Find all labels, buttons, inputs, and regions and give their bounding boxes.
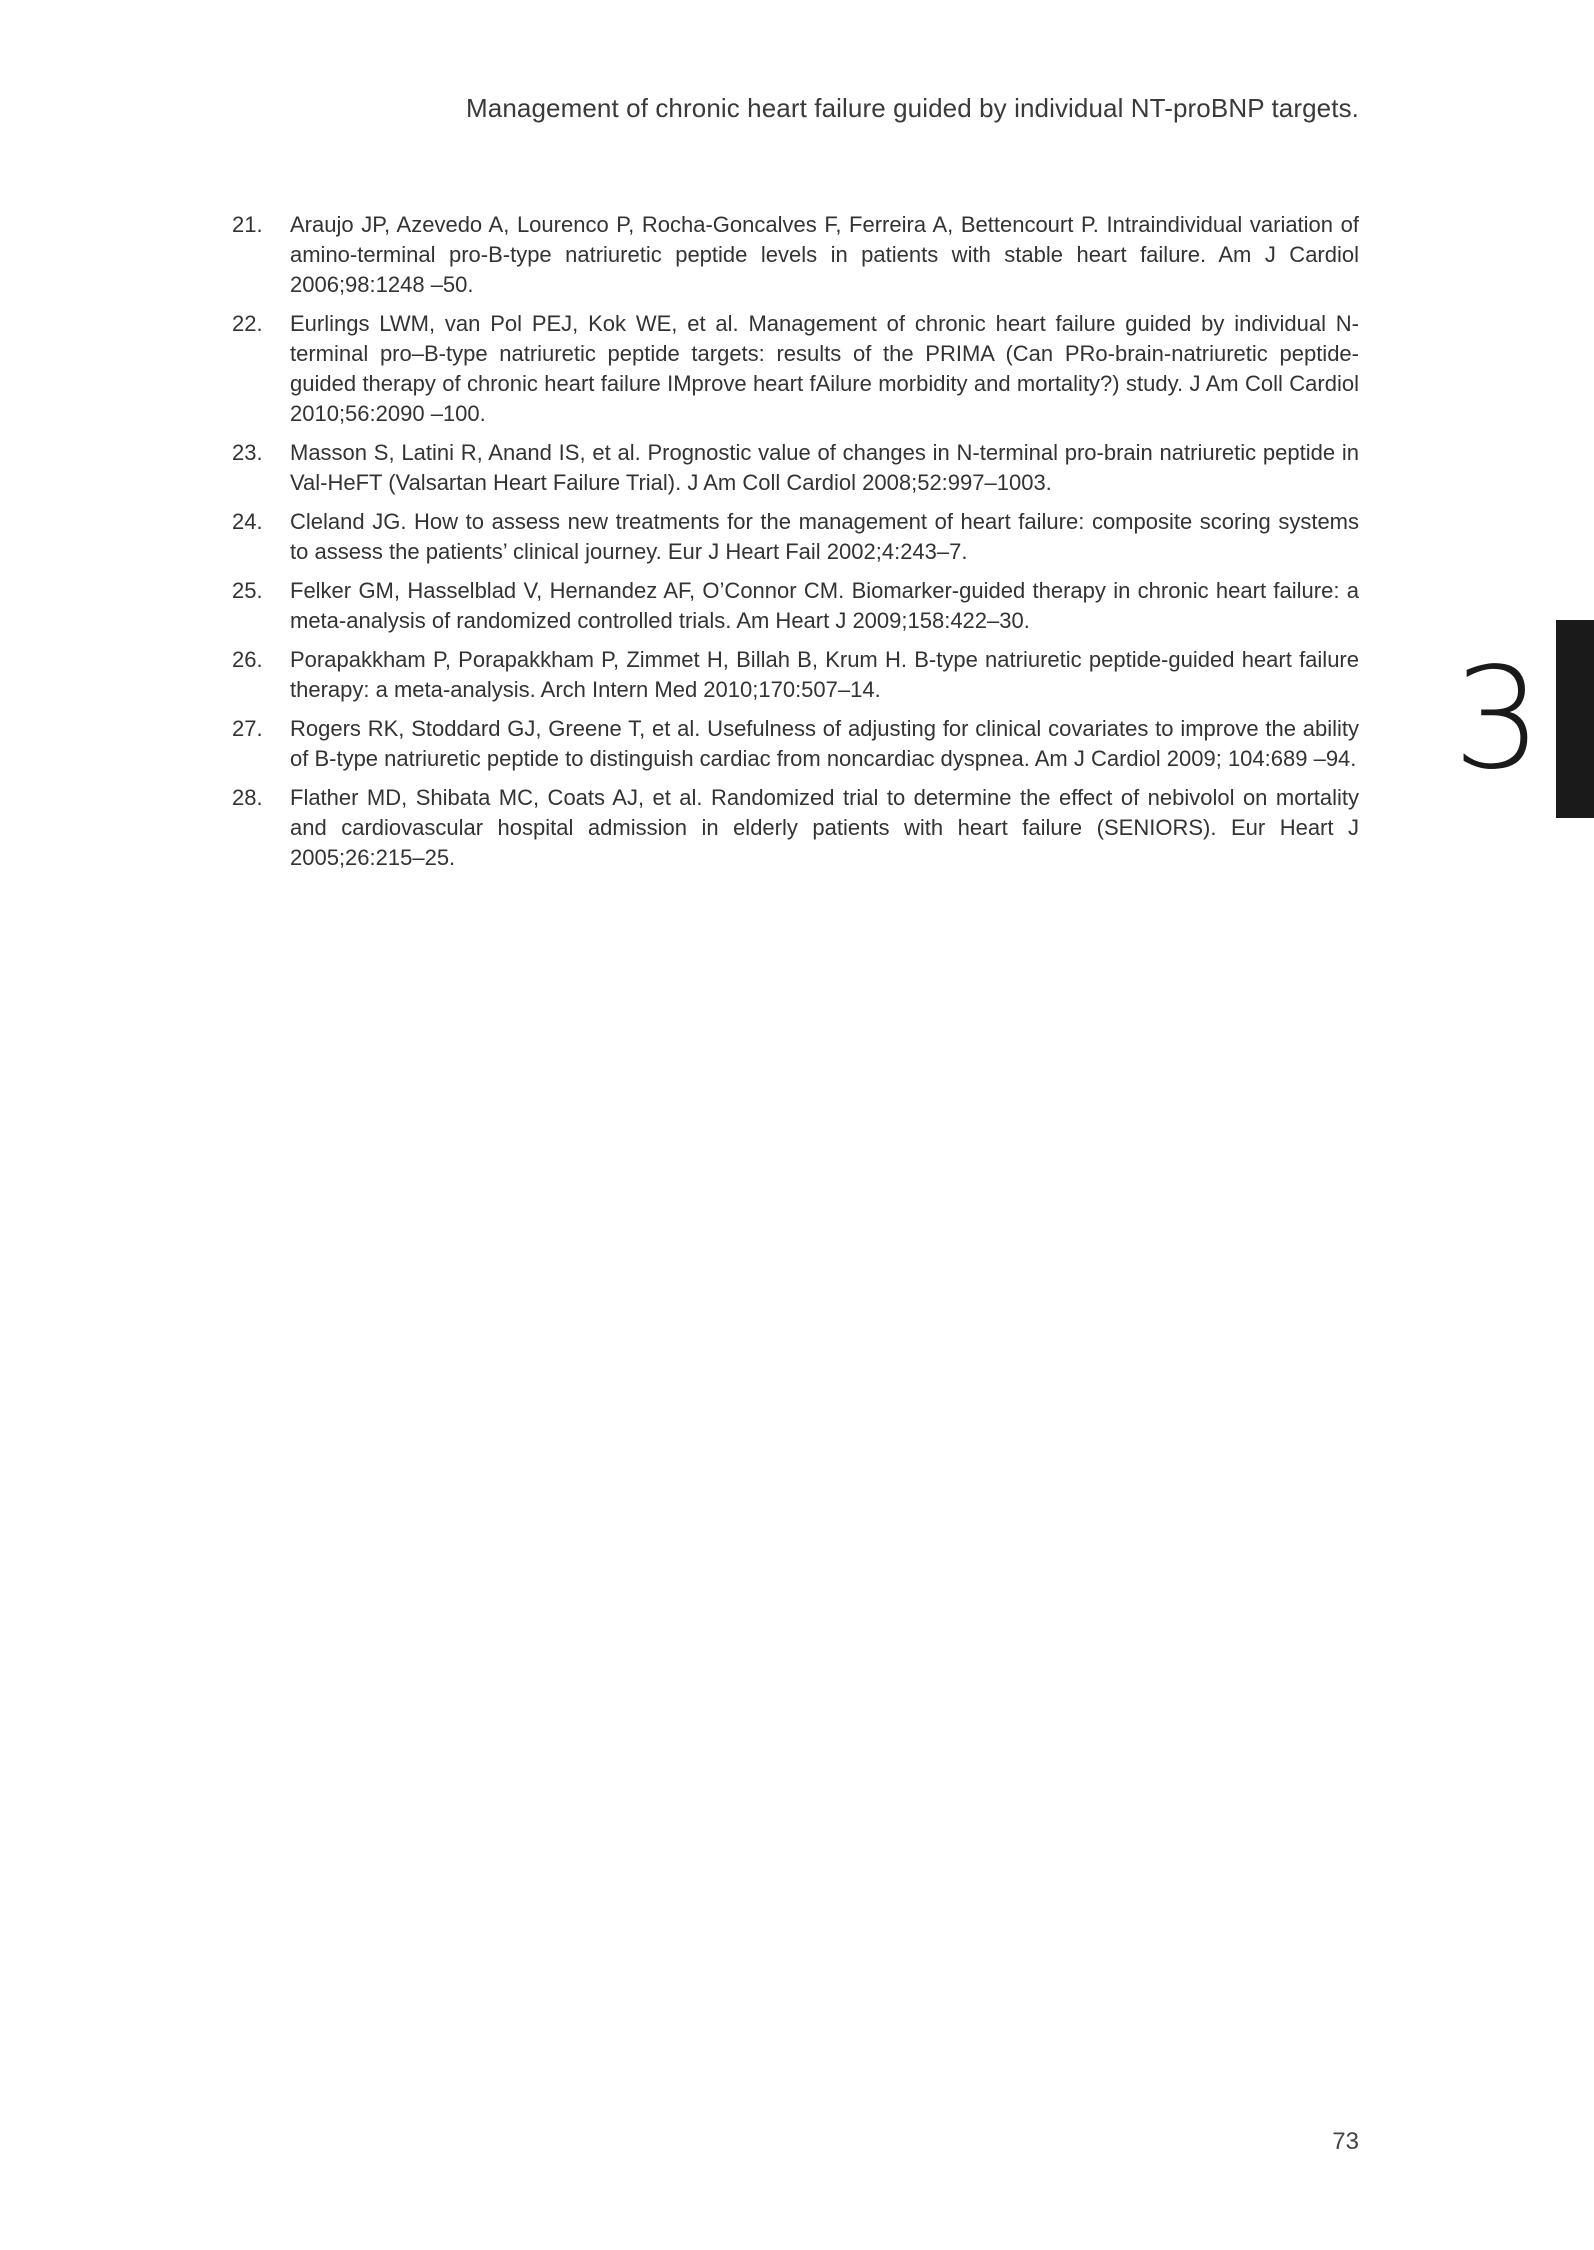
page-number: 73 (1332, 2128, 1359, 2155)
reference-item (232, 576, 1359, 636)
reference-number: 25. (232, 578, 263, 603)
running-header: Management of chronic heart failure guided by individual NT-proBNP targets. (466, 93, 1359, 123)
chapter-tab (1556, 620, 1594, 818)
reference-list (232, 210, 1359, 882)
reference-item (232, 645, 1359, 705)
chapter-number: 3 (1452, 638, 1542, 801)
reference-number: 26. (232, 647, 263, 672)
reference-text: Cleland JG. How to assess new treatments for the management of heart failure: composite scoring systems to assess the patients’ clinical journey. Eur J Heart Fail 2002;4:243–7. (290, 509, 1359, 564)
reference-text: Masson S, Latini R, Anand IS, et al. Prognostic value of changes in N-terminal pro-brain natriuretic peptide in Val-HeFT (Valsartan Heart Failure Trial). J Am Coll Cardiol 2008;52:997–1003. (290, 440, 1359, 495)
reference-item (232, 507, 1359, 567)
reference-text: Porapakkham P, Porapakkham P, Zimmet H, Billah B, Krum H. B-type natriuretic peptide-guided heart failure therapy: a meta-analysis. Arch Intern Med 2010;170:507–14. (290, 647, 1359, 702)
reference-number: 27. (232, 716, 263, 741)
reference-text: Felker GM, Hasselblad V, Hernandez AF, O’Connor CM. Biomarker-guided therapy in chronic heart failure: a meta-analysis of randomized controlled trials. Am Heart J 2009;158:422–30. (290, 578, 1359, 633)
reference-number: 22. (232, 311, 263, 336)
reference-number: 28. (232, 785, 263, 810)
reference-text: Rogers RK, Stoddard GJ, Greene T, et al. Usefulness of adjusting for clinical covariates to improve the ability of B-type natriuretic peptide to distinguish cardiac from noncardiac dyspnea. Am J Cardiol 2009; 104:689 –94. (290, 716, 1359, 771)
reference-text: Flather MD, Shibata MC, Coats AJ, et al. Randomized trial to determine the effect of nebivolol on mortality and cardiovascular hospital admission in elderly patients with heart failure (SENIORS). Eur Heart J 2005;26:215–25. (290, 785, 1359, 870)
reference-number: 24. (232, 509, 263, 534)
reference-item (232, 783, 1359, 873)
reference-text: Araujo JP, Azevedo A, Lourenco P, Rocha-Goncalves F, Ferreira A, Bettencourt P. Intraindividual variation of amino-terminal pro-B-type natriuretic peptide levels in patients with stable heart failure. Am J Cardiol 2006;98:1248 –50. (290, 212, 1359, 297)
reference-item (232, 714, 1359, 774)
reference-number: 21. (232, 212, 263, 237)
reference-text: Eurlings LWM, van Pol PEJ, Kok WE, et al. Management of chronic heart failure guided by individual N-terminal pro–B-type natriuretic peptide targets: results of the PRIMA (Can PRo-brain-natriuretic peptide-guided therapy of chronic heart failure IMprove heart fAilure morbidity and mortality?) study. J Am Coll Cardiol 2010;56:2090 –100. (290, 311, 1359, 426)
reference-number: 23. (232, 440, 263, 465)
reference-item (232, 309, 1359, 429)
reference-item (232, 438, 1359, 498)
reference-item (232, 210, 1359, 300)
